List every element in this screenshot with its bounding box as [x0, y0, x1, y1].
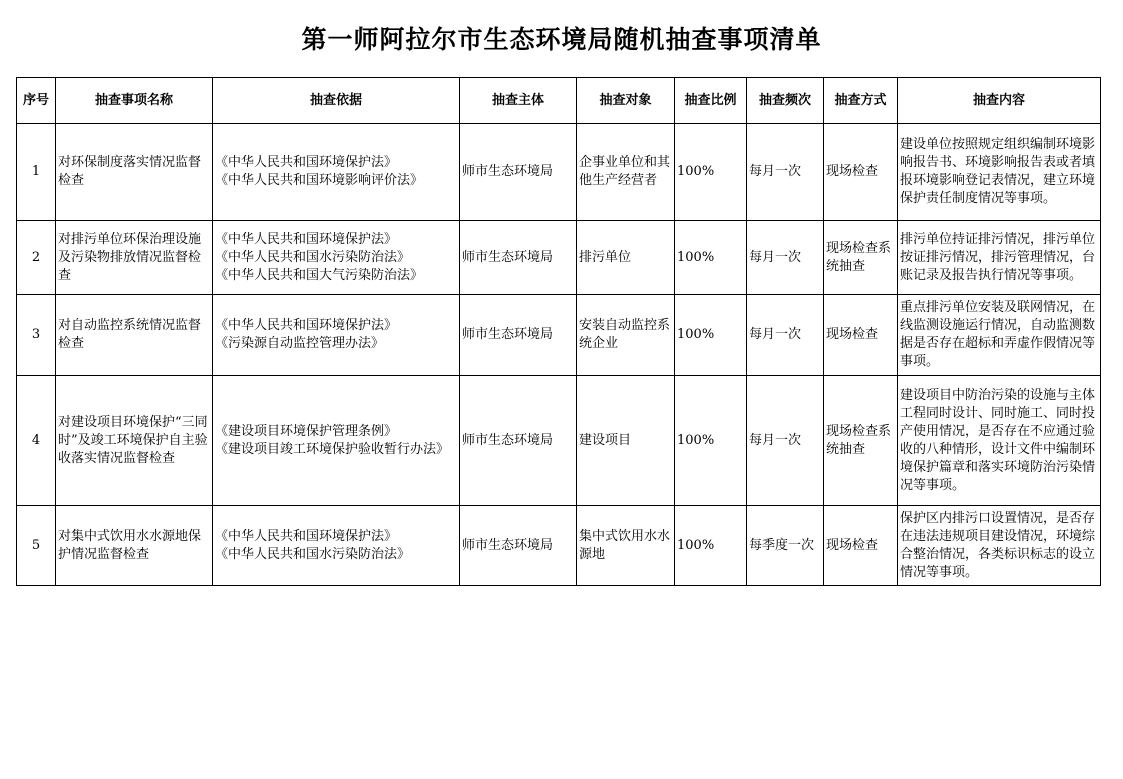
cell-frequency: 每月一次 — [747, 124, 824, 221]
cell-basis — [213, 376, 460, 506]
cell-content: 建设项目中防治污染的设施与主体工程同时设计、同时施工、同时投产使用情况，是否存在不应通过验收的八种情形，设计文件中编制环境保护篇章和落实环境防治污染情况等事项。 — [898, 376, 1101, 506]
cell-no: 1 — [17, 124, 56, 221]
basis-law: 《中华人民共和国水污染防治法》 — [215, 249, 411, 265]
cell-item-name: 对建设项目环境保护“三同时”及竣工环境保护自主验收落实情况监督检查 — [56, 376, 213, 506]
column-header-content: 抽查内容 — [898, 78, 1101, 124]
table-header-row — [17, 78, 1101, 124]
table-row — [17, 221, 1101, 295]
cell-no: 3 — [17, 295, 56, 376]
cell-target: 企事业单位和其他生产经营者 — [577, 124, 675, 221]
basis-law: 《中华人民共和国环境保护法》 — [215, 155, 398, 170]
cell-method: 现场检查系统抽查 — [824, 376, 898, 506]
cell-method: 现场检查 — [824, 506, 898, 586]
cell-subject: 师市生态环境局 — [460, 221, 577, 295]
cell-basis — [213, 124, 460, 221]
cell-ratio: 100% — [675, 506, 747, 586]
cell-frequency: 每季度一次 — [747, 506, 824, 586]
basis-law: 《中华人民共和国环境影响评价法》 — [215, 173, 424, 188]
column-header-frequency: 抽查频次 — [747, 78, 824, 124]
cell-frequency: 每月一次 — [747, 376, 824, 506]
cell-content: 建设单位按照规定组织编制环境影响报告书、环境影响报告表或者填报环境影响登记表情况，建立环境保护责任制度情况等事项。 — [898, 124, 1101, 221]
cell-frequency: 每月一次 — [747, 221, 824, 295]
cell-ratio: 100% — [675, 221, 747, 295]
cell-target: 排污单位 — [577, 221, 675, 295]
cell-basis — [213, 506, 460, 586]
cell-method: 现场检查 — [824, 124, 898, 221]
basis-law: 《中华人民共和国环境保护法》 — [215, 318, 398, 333]
column-header-no: 序号 — [17, 78, 56, 124]
cell-content: 排污单位持证排污情况，排污单位按证排污情况，排污管理情况，台账记录及报告执行情况等事项。 — [898, 221, 1101, 295]
cell-subject: 师市生态环境局 — [460, 124, 577, 221]
table-row — [17, 124, 1101, 221]
basis-law: 《中华人民共和国环境保护法》 — [215, 528, 398, 544]
cell-ratio: 100% — [675, 376, 747, 506]
column-header-method: 抽查方式 — [824, 78, 898, 124]
basis-law: 《建设项目竣工环境保护验收暂行办法》 — [215, 441, 450, 457]
column-header-subject: 抽查主体 — [460, 78, 577, 124]
cell-no: 5 — [17, 506, 56, 586]
cell-item-name: 对排污单位环保治理设施及污染物排放情况监督检查 — [56, 221, 213, 295]
table-row — [17, 506, 1101, 586]
cell-basis — [213, 295, 460, 376]
cell-basis — [213, 221, 460, 295]
cell-no: 2 — [17, 221, 56, 295]
basis-law: 《污染源自动监控管理办法》 — [215, 336, 385, 351]
cell-frequency: 每月一次 — [747, 295, 824, 376]
cell-method: 现场检查 — [824, 295, 898, 376]
page-title: 第一师阿拉尔市生态环境局随机抽查事项清单 — [301, 25, 822, 54]
cell-target: 建设项目 — [577, 376, 675, 506]
table-row — [17, 376, 1101, 506]
cell-method: 现场检查系统抽查 — [824, 221, 898, 295]
cell-target: 安装自动监控系统企业 — [577, 295, 675, 376]
cell-ratio: 100% — [675, 124, 747, 221]
basis-law: 《建设项目环境保护管理条例》 — [215, 423, 398, 439]
cell-subject: 师市生态环境局 — [460, 295, 577, 376]
cell-item-name: 对环保制度落实情况监督检查 — [56, 124, 213, 221]
basis-law: 《中华人民共和国水污染防治法》 — [215, 546, 411, 562]
basis-law: 《中华人民共和国环境保护法》 — [215, 231, 398, 247]
column-header-basis: 抽查依据 — [213, 78, 460, 124]
column-header-target: 抽查对象 — [577, 78, 675, 124]
table-row — [17, 295, 1101, 376]
cell-ratio: 100% — [675, 295, 747, 376]
cell-subject: 师市生态环境局 — [460, 376, 577, 506]
cell-target: 集中式饮用水水源地 — [577, 506, 675, 586]
cell-item-name: 对集中式饮用水水源地保护情况监督检查 — [56, 506, 213, 586]
inspection-checklist-table — [16, 77, 1101, 586]
basis-law: 《中华人民共和国大气污染防治法》 — [215, 267, 424, 283]
column-header-item-name: 抽查事项名称 — [56, 78, 213, 124]
cell-item-name: 对自动监控系统情况监督检查 — [56, 295, 213, 376]
column-header-ratio: 抽查比例 — [675, 78, 747, 124]
cell-subject: 师市生态环境局 — [460, 506, 577, 586]
cell-no: 4 — [17, 376, 56, 506]
cell-content: 重点排污单位安装及联网情况，在线监测设施运行情况，自动监测数据是否存在超标和弄虚作假情况等事项。 — [898, 295, 1101, 376]
cell-content: 保护区内排污口设置情况，是否存在违法违规项目建设情况，环境综合整治情况，各类标识标志的设立情况等事项。 — [898, 506, 1101, 586]
